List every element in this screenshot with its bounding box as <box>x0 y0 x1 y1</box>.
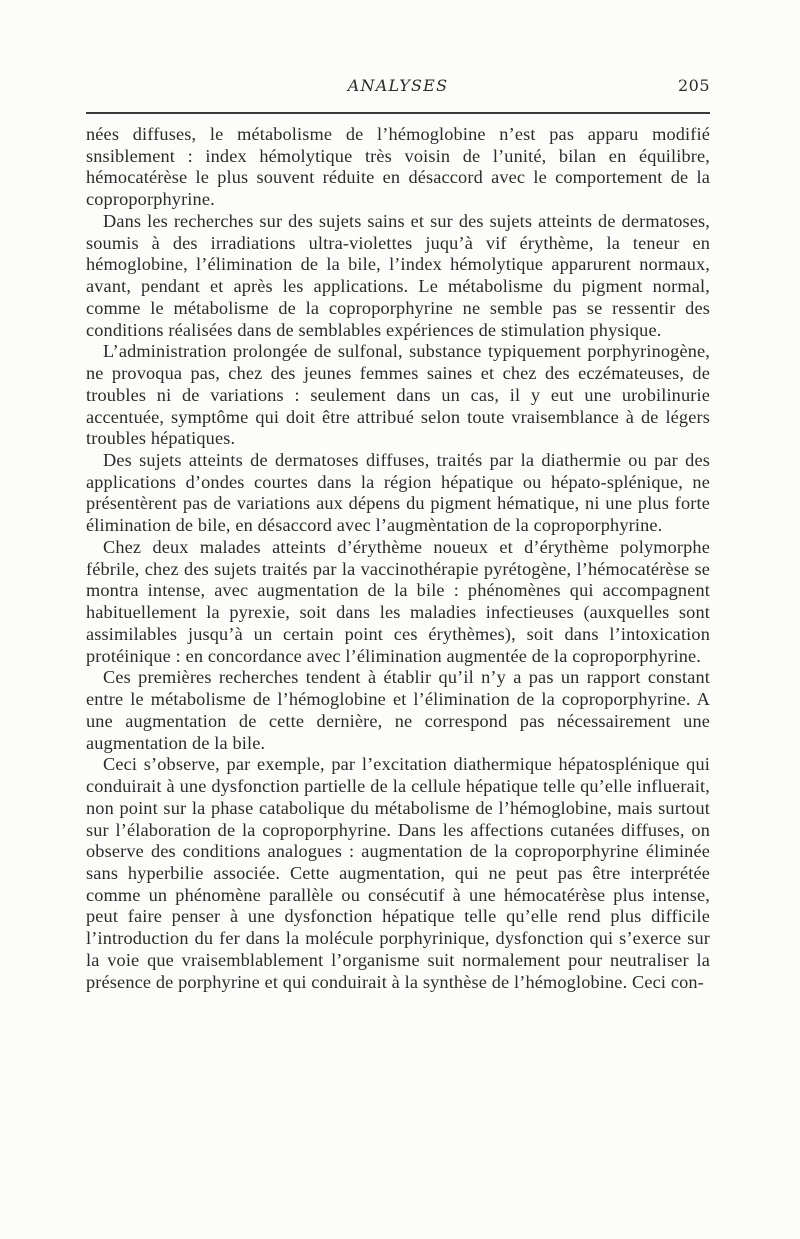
paragraph: Ceci s’observe, par exemple, par l’excitation diathermique hépatosplénique qui conduirait à une dysfonction partielle de la cellule hépatique telle qu’elle influerait, non point sur la phase catabolique du métabolisme de l’hémoglobine, mais surtout sur l’élaboration de la coproporphyrine. Dans les affections cutanées diffuses, on observe des conditions analogues : augmentation de la coproporphyrine éliminée sans hyperbilie associée. Cette augmentation, qui ne peut pas être interprétée comme un phénomène parallèle ou consécutif à une hémocatérèse plus intense, peut faire penser à une dysfonction hépatique telle qu’elle rend plus difficile l’introduction du fer dans la molécule porphyrinique, dysfonction qui s’exerce sur la voie que vraisemblablement l’organisme suit normalement pour neutraliser la présence de porphyrine et qui conduirait à la synthèse de l’hémoglobine. Ceci con- <box>86 754 710 992</box>
page-number: 205 <box>677 76 710 95</box>
paragraph: Chez deux malades atteints d’érythème noueux et d’érythème polymorphe fébrile, chez des sujets traités par la vaccinothérapie pyrétogène, l’hémocatérèse se montra intense, avec augmentation de la bile : phénomènes qui accompagnent habituellement la pyrexie, soit dans les maladies infectieuses (auxquelles sont assimilables jusqu’à un certain point ces érythèmes), soit dans l’intoxication protéinique : en concordance avec l’élimination augmentée de la coproporphyrine. <box>86 536 710 666</box>
paragraph: Ces premières recherches tendent à établir qu’il n’y a pas un rapport constant entre le métabolisme de l’hémoglobine et l’élimination de la coproporphyrine. A une augmentation de cette dernière, ne correspond pas nécessairement une augmentation de la bile. <box>86 667 710 753</box>
running-header <box>86 76 710 102</box>
paragraph: L’administration prolongée de sulfonal, substance typiquement porphyrinogène, ne provoqua pas, chez des jeunes femmes saines et chez des eczémateuses, de troubles ni de variations : seulement dans un cas, il y eut une urobilinurie accentuée, symptôme qui doit être attribué selon toute vraisemblance à de légers troubles hépatiques. <box>86 341 710 449</box>
paragraph: nées diffuses, le métabolisme de l’hémoglobine n’est pas apparu modifié snsiblement : index hémolytique très voisin de l’unité, bilan en équilibre, hémocatérèse le plus souvent réduite en désaccord avec le comportement de la coproporphyrine. <box>86 124 710 210</box>
header-rule <box>86 112 710 114</box>
paragraph: Des sujets atteints de dermatoses diffuses, traités par la diathermie ou par des applications d’ondes courtes dans la région hépatique ou hépato-splénique, ne présentèrent pas de variations aux dépens du pigment hématique, ni une plus forte élimination de bile, en désaccord avec l’augmèntation de la coproporphyrine. <box>86 450 710 536</box>
body-text <box>86 124 710 993</box>
running-title: ANALYSES <box>347 76 449 95</box>
paragraph: Dans les recherches sur des sujets sains et sur des sujets atteints de dermatoses, soumis à des irradiations ultra-violettes juqu’à vif érythème, la teneur en hémoglobine, l’élimination de la bile, l’index hémolytique apparurent normaux, avant, pendant et après les applications. Le métabolisme du pigment normal, comme le métabolisme de la coproporphyrine ne semble pas se ressentir des conditions réalisées dans de semblables expériences de stimulation physique. <box>86 210 710 340</box>
